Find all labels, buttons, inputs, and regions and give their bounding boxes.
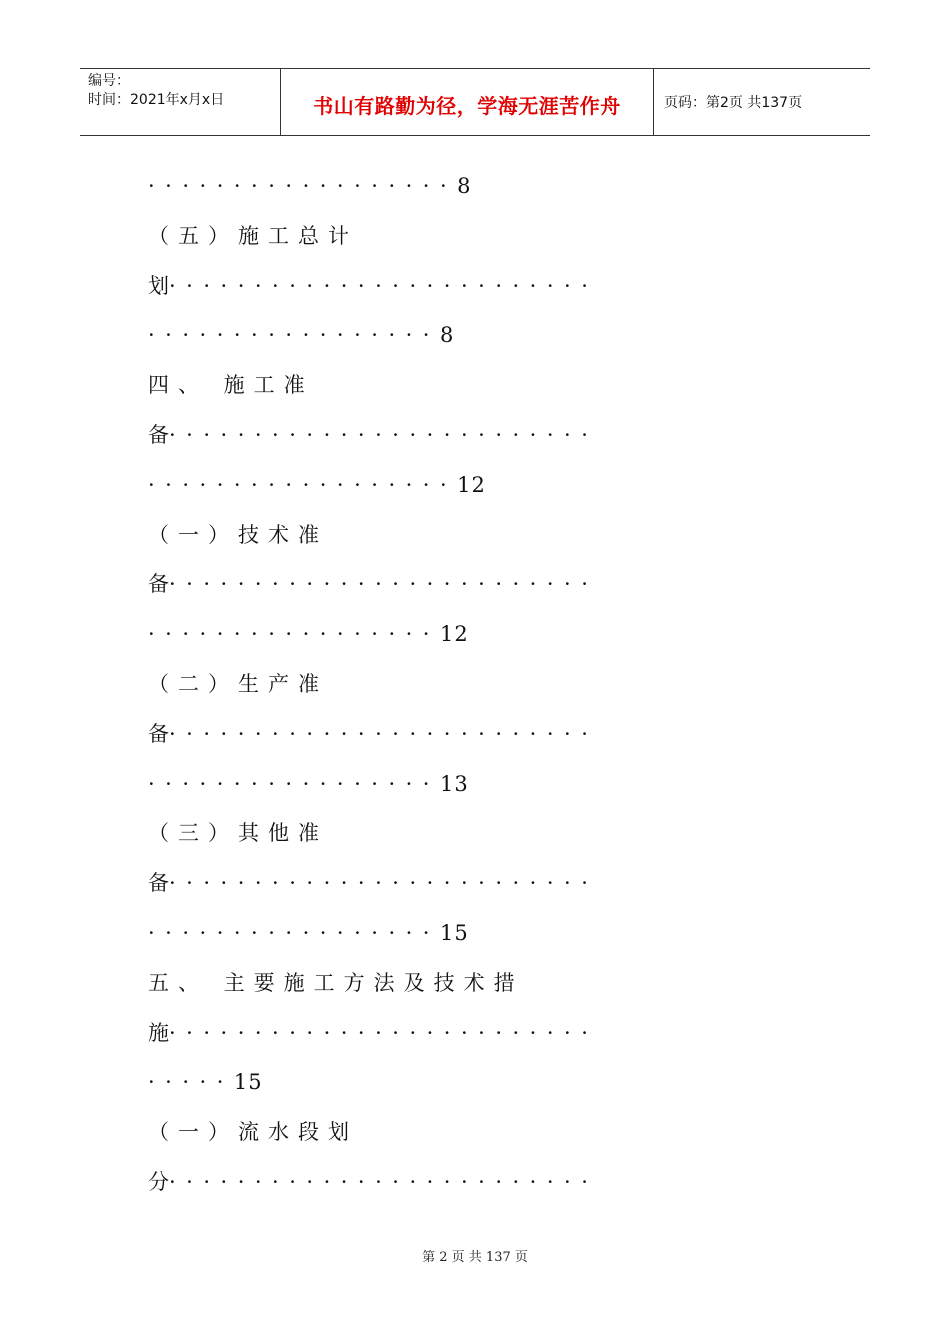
toc-dot-leader: ························· (169, 871, 599, 896)
toc-leader-line (148, 421, 598, 449)
toc-leader-line (148, 919, 469, 947)
toc-heading: （二）生产准 (148, 672, 328, 696)
number-label: 编号： (88, 73, 130, 89)
toc-dot-leader: ················· (148, 921, 440, 945)
toc-leader-line (148, 570, 598, 598)
toc-dot-leader: ························· (169, 423, 599, 447)
toc-leader-line (148, 620, 469, 648)
toc-heading: （五）施工总计 (148, 223, 358, 248)
toc-heading: 五、 主要施工方法及技术措 (148, 970, 524, 995)
toc-leader-line (148, 1019, 598, 1047)
toc-leader-line (148, 720, 598, 748)
toc-leader-line (148, 321, 454, 349)
toc-page-number: 15 (439, 921, 469, 945)
toc-leader-line (148, 869, 598, 897)
header-page-info: 页码：第2页 共137页 (664, 95, 803, 111)
toc-dot-leader: ················· (148, 622, 440, 647)
toc-dot-leader: ················· (148, 323, 440, 348)
toc-leader-line (148, 1168, 598, 1196)
page-footer: 第 2 页 共 137 页 (422, 1250, 528, 1265)
toc-heading: （一）流水段划 (148, 1120, 358, 1145)
toc-leader-text: 施 (148, 1020, 169, 1045)
toc-leader-text: 备 (148, 871, 169, 896)
toc-heading: （一）技术准 (148, 522, 328, 547)
toc-leader-text: 划 (148, 273, 169, 298)
time-label: 时间：2021年x月x日 (88, 92, 225, 108)
toc-page-number: 8 (457, 174, 472, 198)
toc-page-number: 12 (439, 622, 469, 647)
toc-dot-leader: ·················· (148, 472, 458, 497)
header-motto: 书山有路勤为径，学海无涯苦作舟 (281, 69, 654, 135)
toc-dot-leader: ························· (169, 1170, 599, 1194)
toc-dot-leader: ························· (169, 721, 599, 746)
toc-dot-leader: ·················· (148, 174, 458, 198)
toc-dot-leader: ················· (148, 771, 440, 796)
toc-heading: 四、 施工准 (148, 373, 314, 398)
toc-page-number: 15 (233, 1070, 263, 1095)
toc-leader-line (148, 172, 472, 200)
toc-leader-text: 备 (148, 572, 169, 597)
toc-dot-leader: ························· (169, 1020, 599, 1045)
toc-page-number: 8 (439, 323, 455, 348)
toc-leader-line (148, 770, 469, 798)
toc-dot-leader: ····· (148, 1070, 234, 1095)
toc-dot-leader: ························· (169, 572, 599, 597)
toc-leader-line (148, 272, 598, 300)
toc-page-number: 12 (457, 472, 486, 497)
toc-heading: （三）其他准 (148, 821, 328, 846)
toc-leader-text: 备 (148, 721, 169, 746)
toc-leader-text: 分 (148, 1170, 169, 1194)
toc-dot-leader: ························· (169, 273, 599, 298)
toc-leader-line (148, 1068, 263, 1096)
toc-leader-text: 备 (148, 423, 169, 447)
toc-page-number: 13 (439, 771, 469, 796)
toc-leader-line (148, 471, 486, 499)
